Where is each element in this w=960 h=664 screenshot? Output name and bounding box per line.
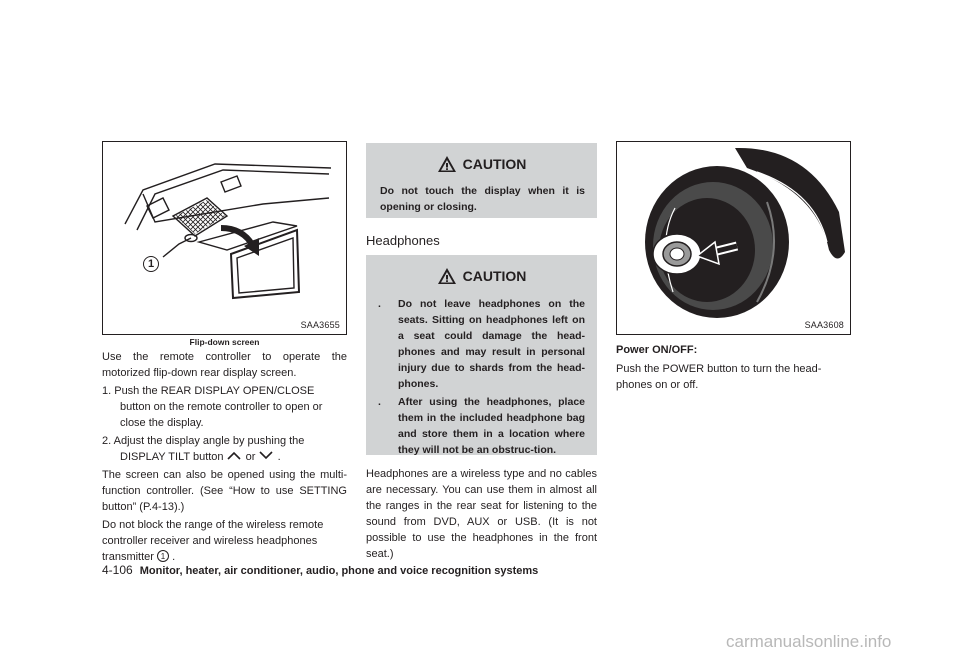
left-column-text [102,349,347,565]
figure-code: SAA3608 [804,320,844,330]
flip-down-screen-illustration [103,142,348,336]
step-1: 1. Push the REAR DISPLAY OPEN/CLOSE button on the remote controller to open or close the display. [102,385,323,429]
right-column-text [616,342,851,393]
caution-text: Do not touch the display when it is opening or closing. [380,185,585,213]
bullet-mark: . [378,298,381,310]
step-2-text: 2. Adjust the display angle by pushing the DISPLAY TILT button [102,435,305,463]
figure-code: SAA3655 [300,320,340,330]
tilt-up-icon [227,449,243,465]
bullet-text: After using the headphones, place them in the included headphone bag and store them in a location where they will not be an obstruc-tion. [398,396,585,456]
caution-box-headphones [366,255,597,455]
bullet-item [374,394,585,458]
section-title-headphones: Headphones [366,233,440,248]
bullet-text: Do not leave headphones on the seats. Sitting on headphones left on a seat could damage the head-phones and may result in personal injury due to shards from the head-phones. [398,298,585,390]
caution-heading [366,155,597,173]
caution-title: CAUTION [462,156,527,172]
callout-1-inline-badge [157,550,169,562]
power-heading: Power ON/OFF: [616,344,698,356]
bullet-mark: . [378,396,381,408]
step-2-suffix: . [277,451,281,463]
warning-icon [437,155,457,173]
tilt-down-icon [259,449,275,465]
step-2 [102,433,347,465]
transmitter-text: Do not block the range of the wireless remote controller receiver and wireless headphones transmitter [102,519,324,563]
figure-caption: Flip-down screen [189,337,260,347]
power-paragraph: Push the POWER button to turn the head-phones on or off. [616,363,822,391]
setting-paragraph: The screen can also be opened using the multi-function controller. (See “How to use SETTING button” (P.4-13).) [102,469,347,513]
headphones-figure [616,141,851,335]
chapter-title: Monitor, heater, air conditioner, audio, phone and voice recognition systems [139,565,539,577]
flip-down-screen-figure [102,141,347,335]
site-watermark: carmanualsonline.info [726,632,892,651]
caution-bullets [366,285,597,458]
caution-box-display [366,143,597,218]
inline-callout-number: 1 [160,552,166,561]
headphones-paragraph: Headphones are a wireless type and no cables are necessary. You can use them in almost all the ranges in the rear seat for listening to the sound from DVD, AUX or USB. (It is not possible to use the headphones in the front seat.) [366,468,597,560]
headphones-illustration [617,142,852,336]
step-2-or: or [245,451,256,463]
transmitter-paragraph [102,517,347,565]
page-footer [102,563,538,577]
transmitter-suffix: . [172,551,176,563]
page-number: 4-106 [102,563,133,577]
intro-paragraph: Use the remote controller to operate the motorized flip-down rear display screen. [102,351,347,379]
warning-icon [437,267,457,285]
caution-title: CAUTION [462,268,527,284]
caution-heading-2 [366,267,597,285]
callout-number: 1 [147,258,155,270]
callout-1-badge [143,256,159,272]
bullet-item [374,296,585,392]
